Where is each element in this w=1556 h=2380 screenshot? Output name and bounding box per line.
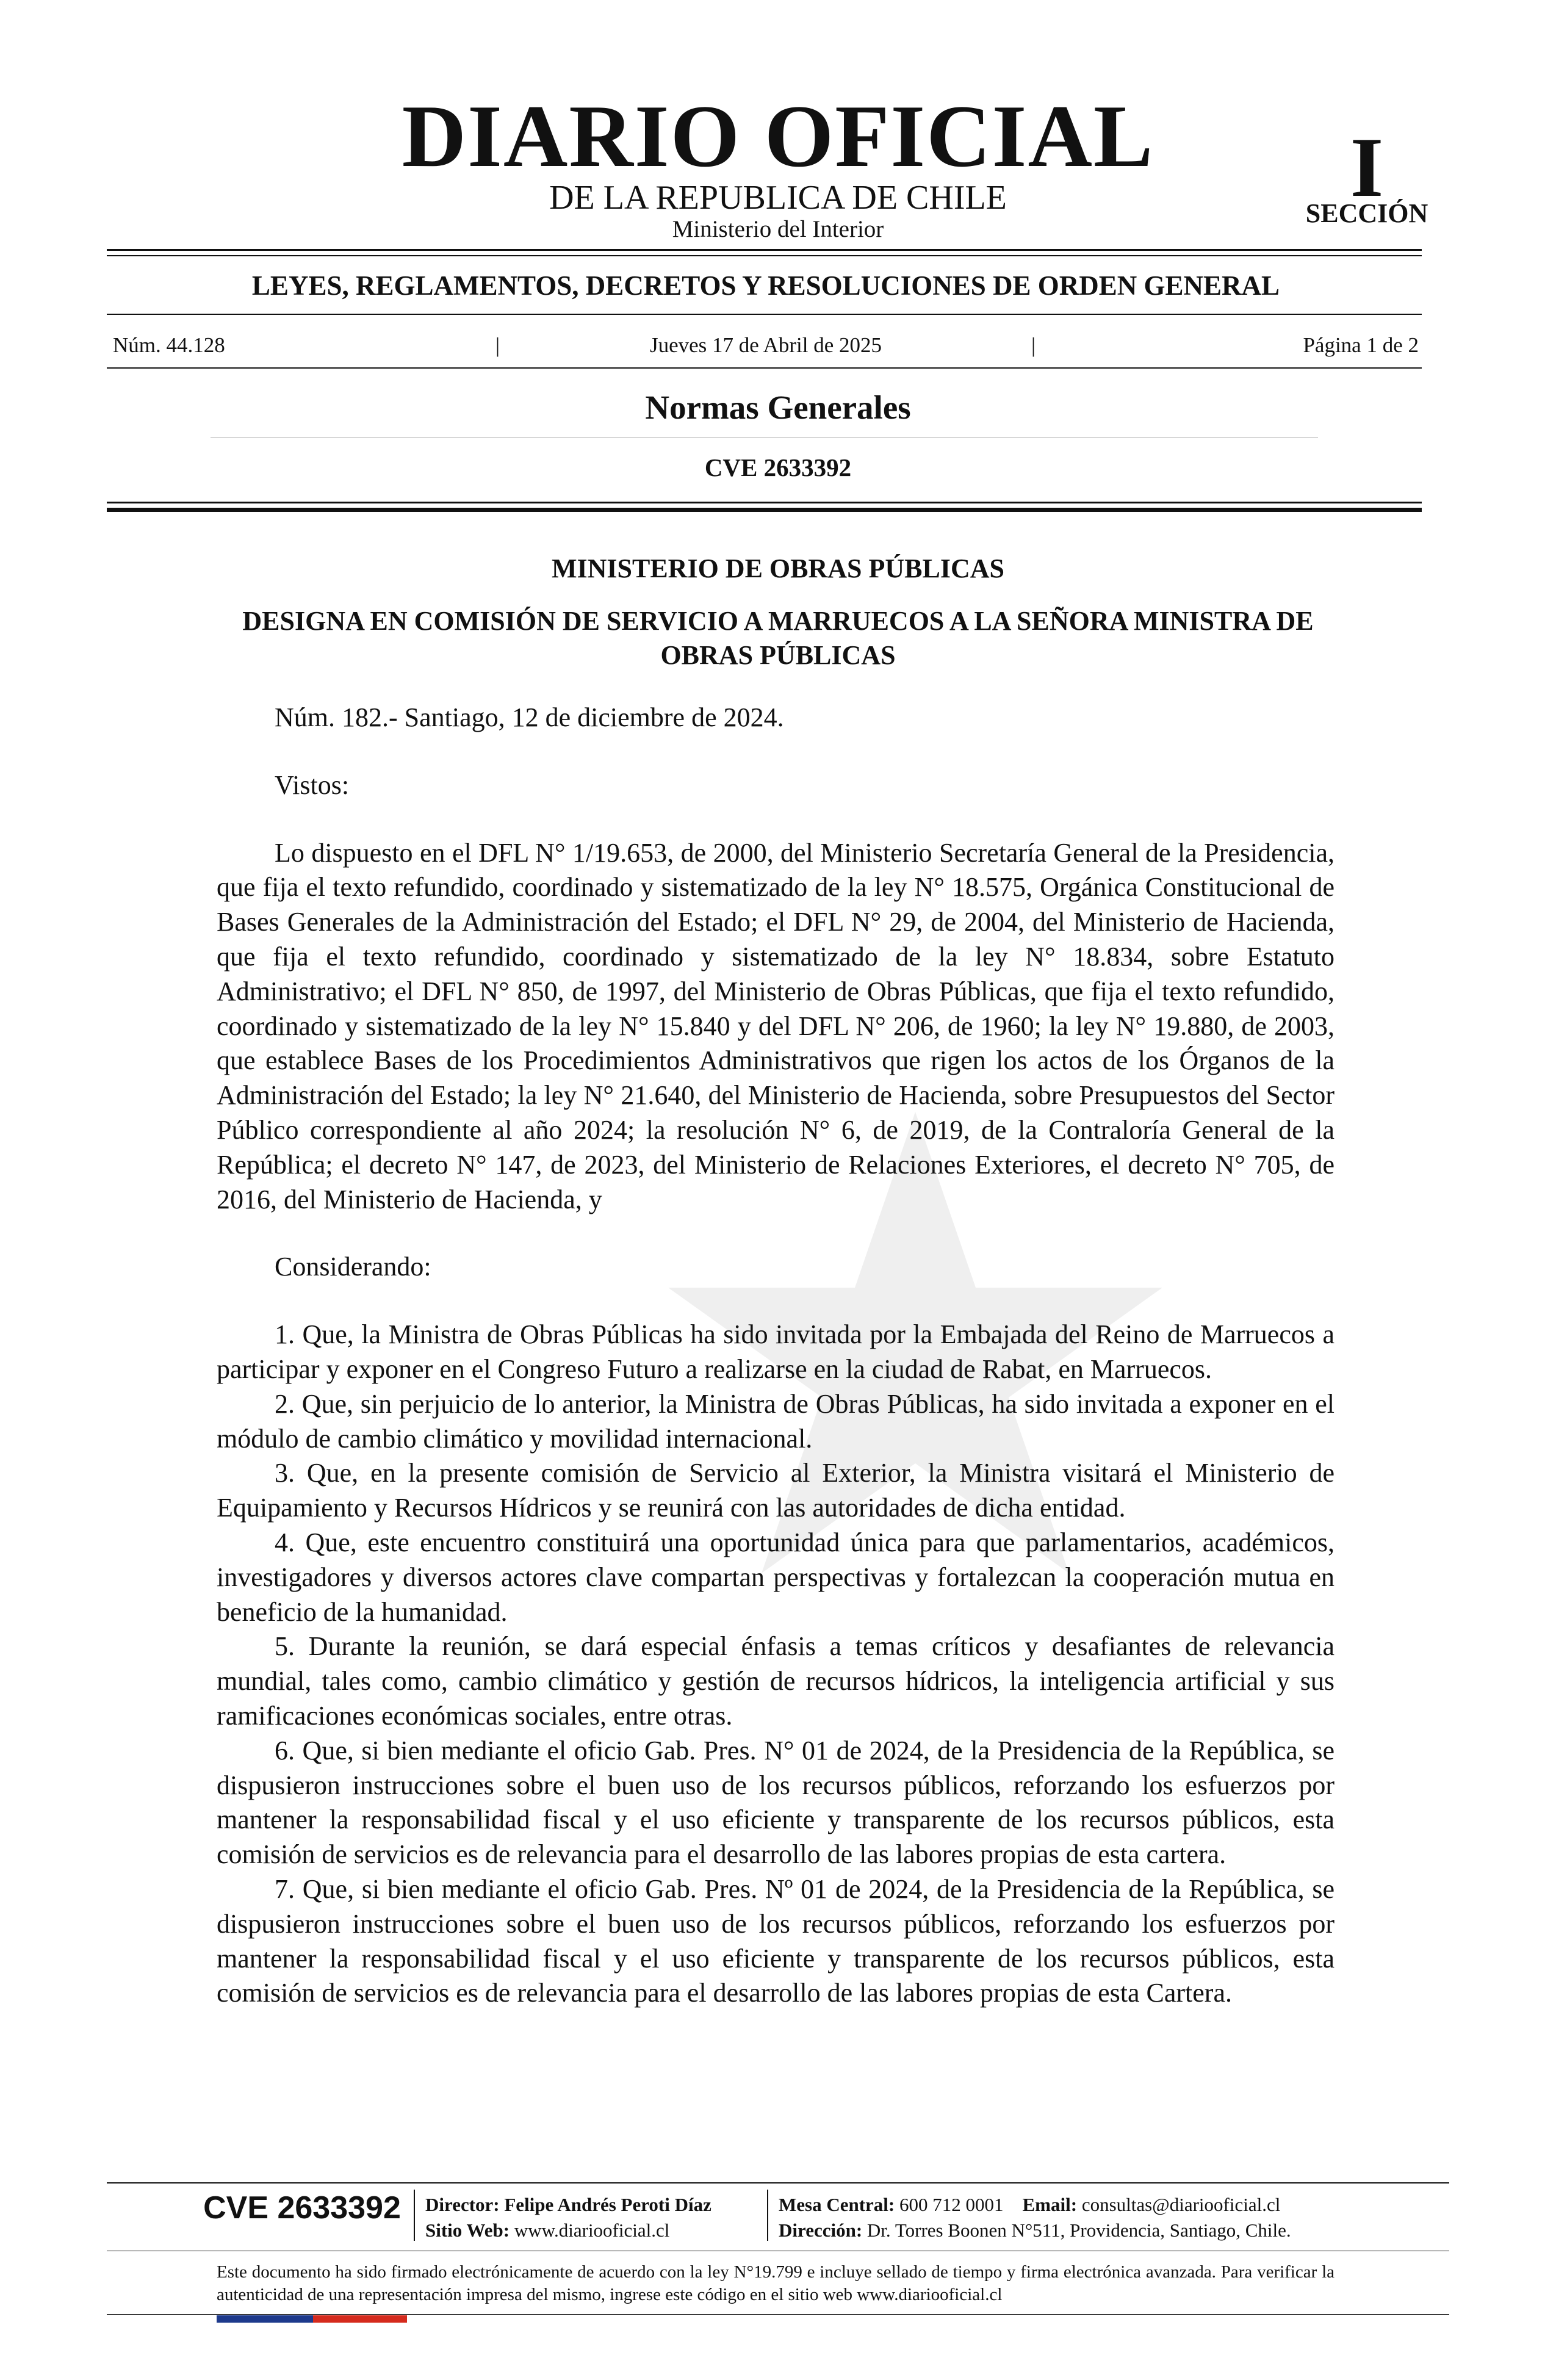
website-link[interactable]: www.diariooficial.cl — [514, 2220, 670, 2241]
considerando-item: 3. Que, en la presente comisión de Servicio al Exterior, la Ministra visitará el Ministerio de Equipamiento y Recursos Hídricos y se reunirá con las autoridades de dicha entidad. — [217, 1458, 1334, 1523]
section-label: SECCIÓN — [1305, 198, 1428, 228]
vistos-heading: Vistos: — [275, 770, 350, 800]
header-double-rule-top — [107, 502, 1422, 503]
info-separator: | — [1031, 333, 1036, 357]
masthead-subtitle: DE LA REPUBLICA DE CHILE — [549, 179, 1007, 217]
vistos-paragraph: Lo dispuesto en el DFL N° 1/19.653, de 2000, del Ministerio Secretaría General de la Presidencia, que fija el texto refundido, coordinado y sistematizado de la ley N° 18.575, Orgánica Constitucional de Bases Generales de la Administración del Estado; el DFL N° 29, de 2004, del Ministerio de Hacienda, que fija el texto refundido, coordinado y sistematizado de la ley N° 18.834, sobre Estatuto Administrativo; el DFL N° 850, de 1997, del Ministerio de Obras Públicas, que fija el texto refundido, coordinado y sistematizado de la ley N° 15.840 y del DFL N° 206, de 1960; la ley N° 19.880, de 2003, que establece Bases de los Procedimientos Administrativos que rigen los actos de los Órganos de la Administración del Estado; la ley N° 21.640, del Ministerio de Hacienda, sobre Presupuestos del Sector Público correspondiente al año 2024; la resolución N° 6, de 2019, de la Contraloría General de la República; el decreto N° 147, de 2023, del Ministerio de Relaciones Exteriores, el decreto N° 705, de 2016, del Ministerio de Hacienda, y — [217, 837, 1334, 1214]
masthead-title: DIARIO OFICIAL — [402, 87, 1154, 186]
section-title: Normas Generales — [645, 389, 911, 426]
considerando-item: 7. Que, si bien mediante el oficio Gab. Pres. Nº 01 de 2024, de la Presidencia de la República, se dispusieron instrucciones sobre el buen uso de los recursos públicos, reforzando los esfuerzos por mantener la responsabilidad fiscal y el uso eficiente y transparente de los recursos públicos, esta comisión de servicios es de relevancia para el desarrollo de las labores propias de esta Cartera. — [217, 1873, 1334, 2008]
email-link[interactable]: consultas@diariooficial.cl — [1081, 2194, 1281, 2215]
footer-rule-bottom — [107, 2314, 1449, 2315]
section-title-rule — [211, 437, 1318, 438]
mesa-phone: 600 712 0001 — [899, 2194, 1004, 2215]
website-label: Sitio Web: — [425, 2220, 510, 2241]
flag-stripe-red — [313, 2315, 407, 2323]
considerando-item: 4. Que, este encuentro constituirá una oportunidad única para que parlamentarios, académicos, investigadores y diversos actores clave compartan perspectivas y fortalezcan la cooperación mutua en beneficio de la humanidad. — [217, 1527, 1334, 1627]
category-rule — [107, 314, 1422, 315]
considerando-item: 2. Que, sin perjuicio de lo anterior, la Ministra de Obras Públicas, ha sido invitada a exponer en el módulo de cambio climático y movilidad internacional. — [217, 1388, 1334, 1454]
category-heading: LEYES, REGLAMENTOS, DECRETOS Y RESOLUCIONES DE ORDEN GENERAL — [251, 270, 1280, 301]
infobar-rule — [107, 367, 1422, 369]
issue-date: Jueves 17 de Abril de 2025 — [649, 333, 882, 357]
flag-stripe-blue — [217, 2315, 313, 2323]
director-label: Director: — [425, 2194, 500, 2215]
mesa-label: Mesa Central: — [779, 2194, 895, 2215]
document-body — [217, 701, 1334, 2011]
director-name: Felipe Andrés Peroti Díaz — [504, 2194, 711, 2215]
legal-notice: Este documento ha sido firmado electrónicamente de acuerdo con la ley N°19.799 e incluye sellado de tiempo y firma electrónica avanzada. Para verificar la autenticidad de una representación impresa del mismo, ingrese este código en el sitio web www.diariooficial.cl — [217, 2262, 1334, 2304]
footer-divider — [414, 2190, 415, 2241]
issue-number: Núm. 44.128 — [113, 333, 225, 357]
considerando-item: 6. Que, si bien mediante el oficio Gab. Pres. N° 01 de 2024, de la Presidencia de la República, se dispusieron instrucciones sobre el buen uso de los recursos públicos, reforzando los esfuerzos por mantener la responsabilidad fiscal y el uso eficiente y transparente de los recursos públicos, esta comisión de servicios es de relevancia para el desarrollo de las labores propias de esta cartera. — [217, 1735, 1334, 1870]
issuing-ministry: MINISTERIO DE OBRAS PÚBLICAS — [551, 554, 1005, 583]
cve-code: CVE 2633392 — [704, 453, 852, 481]
document-title: DESIGNA EN COMISIÓN DE SERVICIO A MARRUECOS A LA SEÑORA MINISTRA DE OBRAS PÚBLICAS — [242, 606, 1314, 670]
footer-contact-block — [779, 2192, 1413, 2243]
considerando-heading: Considerando: — [275, 1252, 431, 1282]
considerando-item: 1. Que, la Ministra de Obras Públicas ha sido invitada por la Embajada del Reino de Marruecos a participar y exponer en el Congreso Futuro a realizarse en la ciudad de Rabat, en Marruecos. — [217, 1319, 1334, 1384]
address-label: Dirección: — [779, 2220, 863, 2241]
masthead-rule-top — [107, 249, 1422, 251]
footer-cve-code: CVE 2633392 — [203, 2190, 401, 2226]
email-label: Email: — [1022, 2194, 1078, 2215]
footer-rule-top — [107, 2182, 1449, 2183]
decree-number-paragraph: Núm. 182.- Santiago, 12 de diciembre de 2024. — [275, 702, 784, 732]
masthead-rule-bottom — [107, 255, 1422, 256]
info-separator: | — [495, 333, 500, 357]
considerando-item: 5. Durante la reunión, se dará especial énfasis a temas críticos y desafiantes de relevancia mundial, tales como, cambio climático y gestión de recursos hídricos, la inteligencia artificial y sus ramificaciones económicas sociales, entre otras. — [217, 1631, 1334, 1731]
masthead-ministry: Ministerio del Interior — [672, 216, 884, 242]
address-text: Dr. Torres Boonen N°511, Providencia, Santiago, Chile. — [866, 2220, 1291, 2241]
footer-director-block — [425, 2192, 767, 2243]
section-number: I — [1350, 120, 1384, 215]
footer-divider — [767, 2190, 768, 2241]
page-indicator: Página 1 de 2 — [1303, 333, 1419, 357]
header-double-rule-bottom — [107, 508, 1422, 512]
